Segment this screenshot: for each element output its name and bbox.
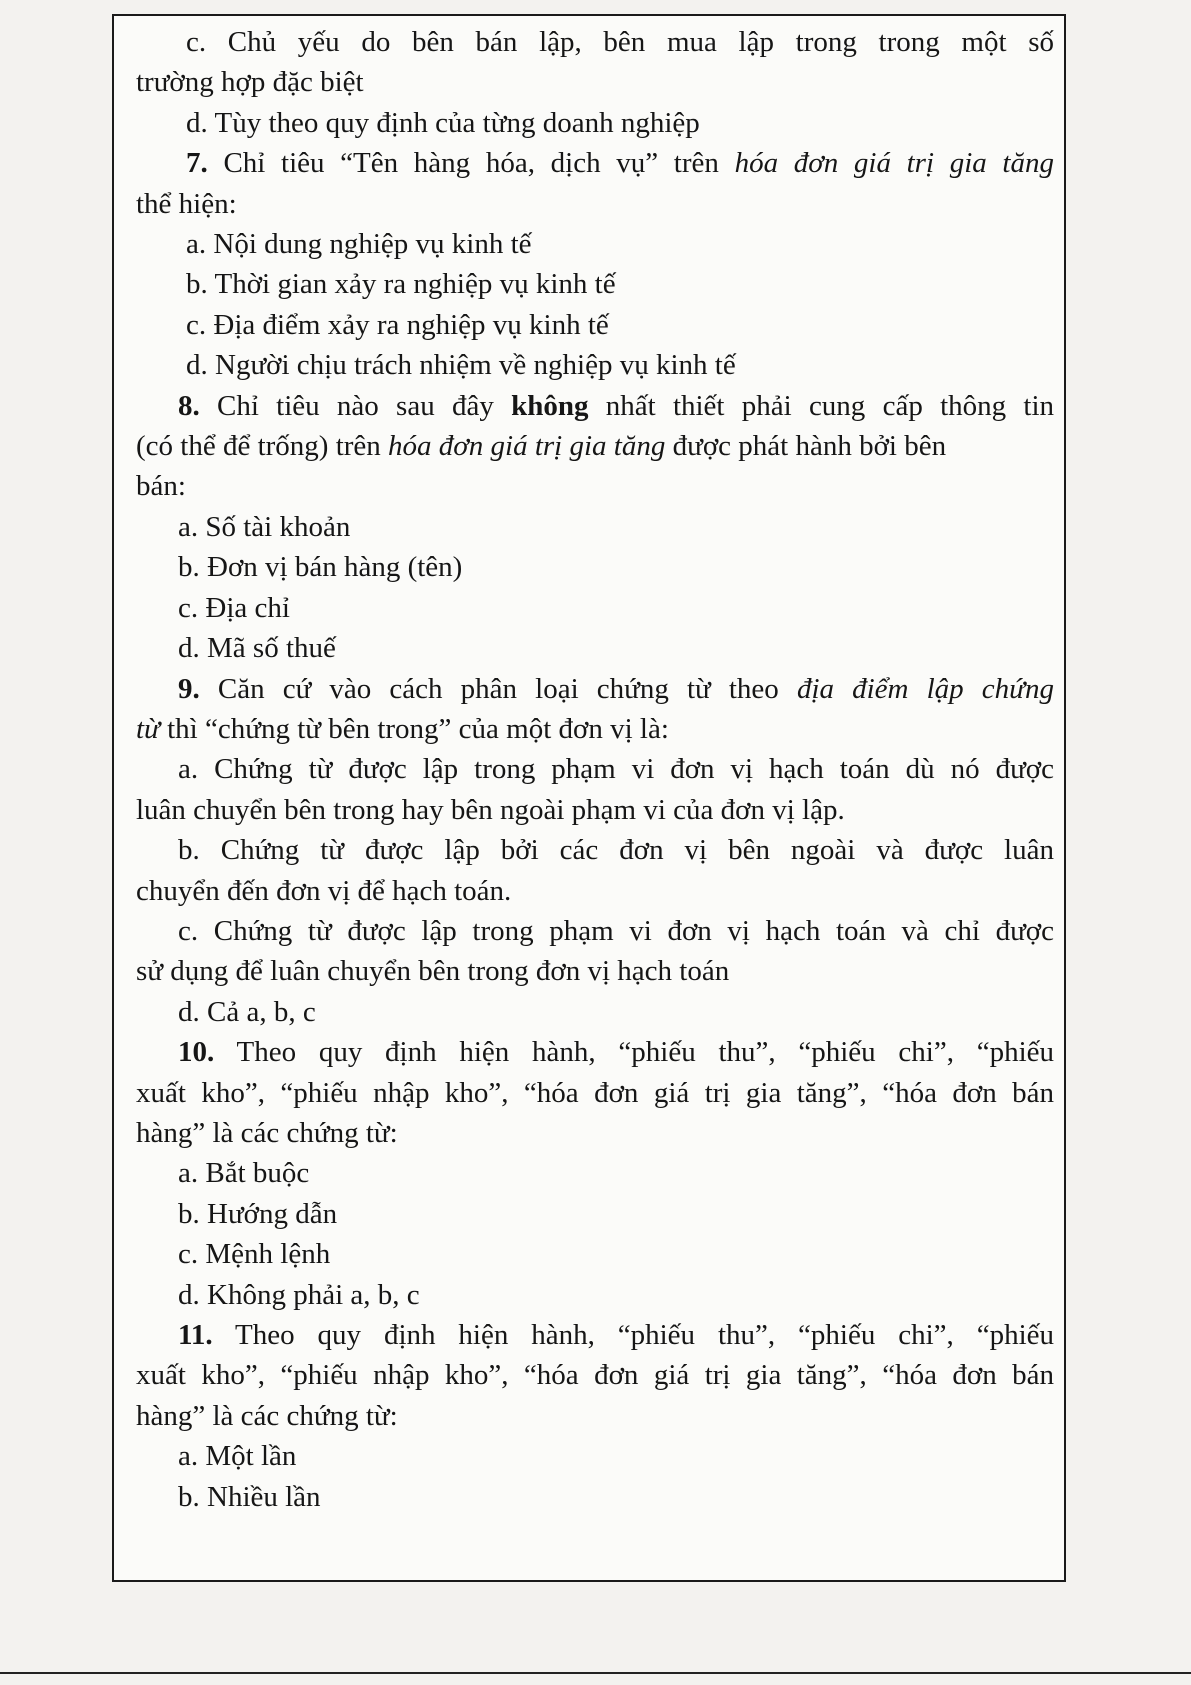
q10-stem-line2: xuất kho”, “phiếu nhập kho”, “hóa đơn giá trị gia tăng”, “hóa đơn bán [136,1076,1054,1109]
q9-option-a-line2: luân chuyển bên trong hay bên ngoài phạm vi của đơn vị lập. [136,793,845,826]
q7-stem-text: Chỉ tiêu “Tên hàng hóa, dịch vụ” trên [223,147,735,180]
q6-option-d: d. Tùy theo quy định của từng doanh nghiệp [186,106,700,139]
q10-option-a: a. Bắt buộc [178,1157,310,1190]
q8-stem-text-a: Chỉ tiêu nào sau đây [217,389,512,422]
q9-option-a-line1: a. Chứng từ được lập trong phạm vi đơn vị hạch toán dù nó được [178,753,1054,786]
q9-option-b-line1: b. Chứng từ được lập bởi các đơn vị bên ngoài và được luân [178,834,1054,867]
q11-stem-text-1: Theo quy định hiện hành, “phiếu thu”, “phiếu chi”, “phiếu [235,1319,1054,1351]
q10-option-d: d. Không phải a, b, c [178,1278,420,1311]
q6-option-c-line1: c. Chủ yếu do bên bán lập, bên mua lập trong trong một số [186,26,1054,58]
bottom-rule [0,1672,1191,1674]
q9-stem-text-a: Căn cứ vào cách phân loại chứng từ theo [217,672,797,705]
q7-stem-italic: hóa đơn giá trị gia tăng [734,147,1054,180]
q7-option-a: a. Nội dung nghiệp vụ kinh tế [186,228,532,261]
q9-option-c-line2: sử dụng để luân chuyển bên trong đơn vị hạch toán [136,955,730,988]
q8-stem-bold: không [511,389,589,422]
q10-option-b: b. Hướng dẫn [178,1197,338,1230]
q8-stem-line1 [136,386,1054,426]
q8-option-d: d. Mã số thuế [178,632,336,665]
q10-stem-line1 [136,1032,1054,1072]
q8-stem-text-d: được phát hành bởi bên [665,430,947,463]
q10-stem-text-1: Theo quy định hiện hành, “phiếu thu”, “phiếu chi”, “phiếu [236,1036,1055,1069]
q9-stem-text-b: thì “chứng từ bên trong” của một đơn vị là: [159,712,669,745]
q8-stem-text-b: nhất thiết phải cung cấp thông tin [588,389,1055,422]
q11-option-a: a. Một lần [178,1440,297,1473]
q8-option-a: a. Số tài khoản [178,510,351,543]
q7-stem-line2: thể hiện: [136,187,237,220]
q8-stem-italic: hóa đơn giá trị gia tăng [388,430,666,463]
q10-option-c: c. Mệnh lệnh [178,1238,331,1271]
q8-number: 8. [178,389,200,422]
q8-stem-line2 [136,426,1054,466]
q8-option-c: c. Địa chỉ [178,591,290,624]
q8-option-b: b. Đơn vị bán hàng (tên) [178,551,463,584]
q9-option-b-line2: chuyển đến đơn vị để hạch toán. [136,874,512,907]
q7-option-b: b. Thời gian xảy ra nghiệp vụ kinh tế [186,268,616,301]
q9-stem-line1 [136,669,1054,709]
q8-stem-text-c: (có thể để trống) trên [136,430,389,463]
document-body [136,22,1054,1517]
q11-option-b: b. Nhiều lần [178,1480,321,1513]
q10-stem-line3: hàng” là các chứng từ: [136,1116,398,1149]
q8-stem-line3: bán: [136,470,186,503]
q10-number: 10. [178,1036,215,1069]
q11-stem-line3: hàng” là các chứng từ: [136,1399,398,1432]
q9-option-c-line1: c. Chứng từ được lập trong phạm vi đơn vị hạch toán và chỉ được [178,914,1054,947]
q9-stem-italic-b: từ [136,712,160,745]
q7-option-d: d. Người chịu trách nhiệm về nghiệp vụ kinh tế [186,349,736,382]
q7-number: 7. [186,147,208,180]
q9-option-d: d. Cả a, b, c [178,995,316,1028]
q11-stem-line2: xuất kho”, “phiếu nhập kho”, “hóa đơn giá trị gia tăng”, “hóa đơn bán [136,1359,1054,1392]
q7-option-c: c. Địa điểm xảy ra nghiệp vụ kinh tế [186,308,609,341]
q11-stem-line1 [136,1315,1054,1355]
q6-option-c-line2: trường hợp đặc biệt [136,66,364,99]
q11-number: 11. [178,1319,213,1351]
q9-number: 9. [178,672,200,705]
q7-stem-line1 [136,143,1054,183]
q9-stem-line2 [136,709,1054,749]
q9-stem-italic-a: địa điểm lập chứng [796,672,1054,705]
